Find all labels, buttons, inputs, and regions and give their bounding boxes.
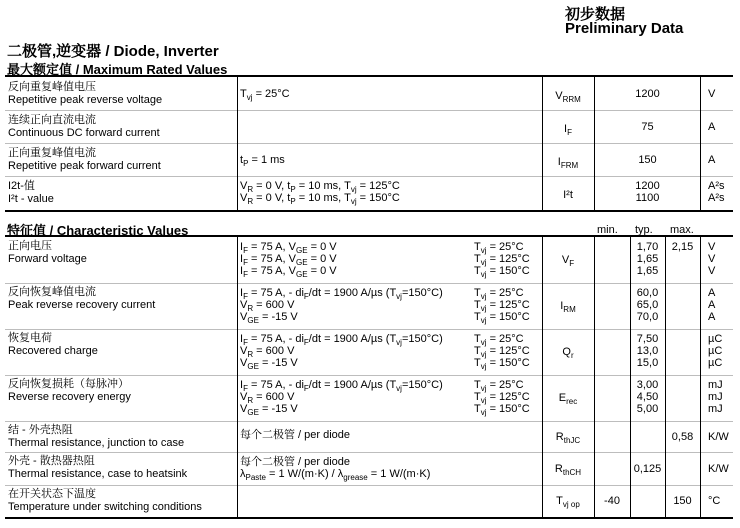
unit: A: [708, 287, 716, 299]
unit: mJ: [708, 403, 723, 415]
unit: °C: [708, 495, 721, 507]
temperature-text: $T_{vj} = 125^\circ C$: [474, 299, 530, 314]
column-line: [237, 77, 238, 210]
condition-text: $I_F = 75$ A, $V_{GE} = 0$ V: [240, 253, 337, 268]
header-chinese: 初步数据: [565, 6, 626, 23]
param-name-cn: 反向恢复损耗（每脉冲）: [8, 378, 129, 390]
unit: A²s: [708, 192, 725, 204]
column-line: [630, 237, 631, 517]
column-header-typ: typ.: [635, 224, 653, 236]
typ-value: 3,00: [636, 379, 659, 391]
param-name-en: Repetitive peak reverse voltage: [8, 94, 163, 106]
temperature-text: $T_{vj} = 25^\circ C$: [474, 379, 524, 394]
typ-value: 1,70: [636, 241, 659, 253]
condition-text: $V_{GE} = -15$ V: [240, 311, 298, 326]
condition-text: $I_F = 75$ A, $V_{GE} = 0$ V: [240, 265, 337, 280]
column-line: [594, 77, 595, 210]
min-value: -40: [604, 495, 620, 507]
typ-value: 65,0: [636, 299, 659, 311]
temperature-text: $T_{vj} = 125^\circ C$: [474, 391, 530, 406]
typ-value: 1,65: [636, 265, 659, 277]
param-name-en: I²t - value: [8, 193, 54, 205]
header-english: Preliminary Data: [565, 20, 684, 37]
condition-text: $\lambda_{Paste} = 1$ $W/(m\cdot K) / \lambda_{grease} = 1$ W/(m·K): [240, 468, 431, 483]
unit: K/W: [708, 463, 729, 475]
typ-value: 60,0: [636, 287, 659, 299]
unit: µC: [708, 333, 723, 345]
value: 1200: [635, 180, 660, 192]
condition-text: $V_{GE} = -15$ V: [240, 403, 298, 418]
column-line: [594, 237, 595, 517]
table-bottom-rule: [5, 517, 733, 519]
symbol: $T_{vj op}$: [556, 495, 580, 510]
param-name-en: Repetitive peak forward current: [8, 160, 161, 172]
param-name-en: Thermal resistance, case to heatsink: [8, 468, 188, 480]
param-name-cn: 正向电压: [8, 240, 52, 252]
unit: K/W: [708, 431, 729, 443]
unit: V: [708, 253, 716, 265]
typ-value: 0,125: [633, 463, 662, 475]
condition-text: $I_F = 75$ A, - $di_F/dt = 1900$ A/µs $(T_{vj}=150^\circ C)$: [240, 379, 443, 394]
param-name-cn: 在开关状态下温度: [8, 488, 96, 500]
unit: A: [708, 311, 716, 323]
condition-text: $V_R = 0$ V, $t_P = 10$ ms, $T_{vj} = 125^\circ C$: [240, 180, 400, 195]
column-line: [700, 77, 701, 210]
param-name-cn: 外壳 - 散热器热阻: [8, 455, 95, 467]
row-separator: [5, 143, 733, 144]
param-name-en: Forward voltage: [8, 253, 87, 265]
value: 75: [641, 121, 654, 133]
param-name-cn: I2t-值: [8, 180, 35, 192]
symbol: I²t: [563, 189, 573, 201]
param-name-en: Reverse recovery energy: [8, 391, 131, 403]
typ-value: 7,50: [636, 333, 659, 345]
column-line: [542, 77, 543, 210]
symbol: $R_{thCH}$: [554, 463, 582, 478]
condition-text: $V_{GE} = -15$ V: [240, 357, 298, 372]
max-value: 2,15: [671, 241, 694, 253]
row-separator: [5, 329, 733, 330]
typ-value: 70,0: [636, 311, 659, 323]
column-line: [542, 237, 543, 517]
condition-text: $V_R = 600$ V: [240, 345, 295, 360]
value: 1200: [635, 88, 660, 100]
symbol: $E_{rec}$: [558, 392, 578, 407]
typ-value: 15,0: [636, 357, 659, 369]
temperature-text: $T_{vj} = 25^\circ C$: [474, 333, 524, 348]
column-line: [237, 237, 238, 517]
unit: A: [708, 299, 716, 311]
condition-text: $I_F = 75$ A, - $di_F/dt = 1900$ A/µs $(T_{vj}=150^\circ C)$: [240, 333, 443, 348]
section-title-diode: 二极管,逆变器 / Diode, Inverter: [7, 43, 219, 60]
table-bottom-rule: [5, 210, 733, 212]
symbol: $I_{RM}$: [560, 300, 576, 315]
temperature-text: $T_{vj} = 150^\circ C$: [474, 357, 530, 372]
unit: A²s: [708, 180, 725, 192]
column-header-max: max.: [670, 224, 694, 236]
param-name-en: Thermal resistance, junction to case: [8, 437, 185, 449]
unit: mJ: [708, 379, 723, 391]
row-separator: [5, 110, 733, 111]
param-name-en: Peak reverse recovery current: [8, 299, 156, 311]
condition-text: $I_F = 75$ A, - $di_F/dt = 1900$ A/µs $(T_{vj}=150^\circ C)$: [240, 287, 443, 302]
typ-value: 13,0: [636, 345, 659, 357]
table-top-rule: [5, 75, 733, 77]
param-name-cn: 连续正向直流电流: [8, 114, 96, 126]
param-name-cn: 反向恢复峰值电流: [8, 286, 96, 298]
param-name-cn: 反向重复峰值电压: [8, 81, 96, 93]
row-separator: [5, 176, 733, 177]
row-separator: [5, 485, 733, 486]
param-name-cn: 正向重复峰值电流: [8, 147, 96, 159]
condition-text: $V_R = 0$ V, $t_P = 10$ ms, $T_{vj} = 150^\circ C$: [240, 192, 400, 207]
temperature-text: $T_{vj} = 25^\circ C$: [474, 241, 524, 256]
typ-value: 1,65: [636, 253, 659, 265]
max-value: 150: [673, 495, 692, 507]
param-name-en: Continuous DC forward current: [8, 127, 160, 139]
temperature-text: $T_{vj} = 150^\circ C$: [474, 265, 530, 280]
symbol: $I_F$: [564, 123, 572, 138]
temperature-text: $T_{vj} = 125^\circ C$: [474, 253, 530, 268]
condition-text: $T_{vj} = 25^\circ C$: [240, 88, 290, 103]
typ-value: 4,50: [636, 391, 659, 403]
symbol: $V_{RRM}$: [555, 90, 581, 105]
section-subtitle-max-rated: 最大额定值 / Maximum Rated Values: [7, 62, 228, 77]
unit: A: [708, 121, 716, 133]
condition-text: $t_P = 1$ ms: [240, 154, 285, 169]
unit: V: [708, 88, 716, 100]
section-title-characteristic: 特征值 / Characteristic Values: [7, 223, 189, 238]
param-name-en: Recovered charge: [8, 345, 98, 357]
table-top-rule: [5, 235, 733, 237]
row-separator: [5, 375, 733, 376]
unit: µC: [708, 357, 723, 369]
unit: mJ: [708, 391, 723, 403]
temperature-text: $T_{vj} = 125^\circ C$: [474, 345, 530, 360]
symbol: $I_{FRM}$: [557, 156, 579, 171]
param-name-en: Temperature under switching conditions: [8, 501, 202, 513]
unit: V: [708, 241, 716, 253]
row-separator: [5, 452, 733, 453]
condition-text: $I_F = 75$ A, $V_{GE} = 0$ V: [240, 241, 337, 256]
typ-value: 5,00: [636, 403, 659, 415]
value: 1100: [635, 192, 660, 204]
value: 150: [638, 154, 657, 166]
symbol: $V_F$: [561, 254, 575, 269]
condition-text: 每个二极管 / per diode: [240, 429, 351, 441]
unit: µC: [708, 345, 723, 357]
column-line: [700, 237, 701, 517]
symbol: $Q_r$: [562, 346, 574, 361]
row-separator: [5, 421, 733, 422]
condition-text: 每个二极管 / per diode: [240, 456, 351, 468]
max-value: 0,58: [671, 431, 694, 443]
unit: V: [708, 265, 716, 277]
param-name-cn: 恢复电荷: [8, 332, 52, 344]
param-name-cn: 结 - 外壳热阻: [8, 424, 73, 436]
temperature-text: $T_{vj} = 150^\circ C$: [474, 311, 530, 326]
column-line: [665, 237, 666, 517]
column-header-min: min.: [597, 224, 618, 236]
row-separator: [5, 283, 733, 284]
temperature-text: $T_{vj} = 150^\circ C$: [474, 403, 530, 418]
condition-text: $V_R = 600$ V: [240, 391, 295, 406]
unit: A: [708, 154, 716, 166]
symbol: $R_{thJC}$: [555, 431, 581, 446]
condition-text: $V_R = 600$ V: [240, 299, 295, 314]
temperature-text: $T_{vj} = 25^\circ C$: [474, 287, 524, 302]
